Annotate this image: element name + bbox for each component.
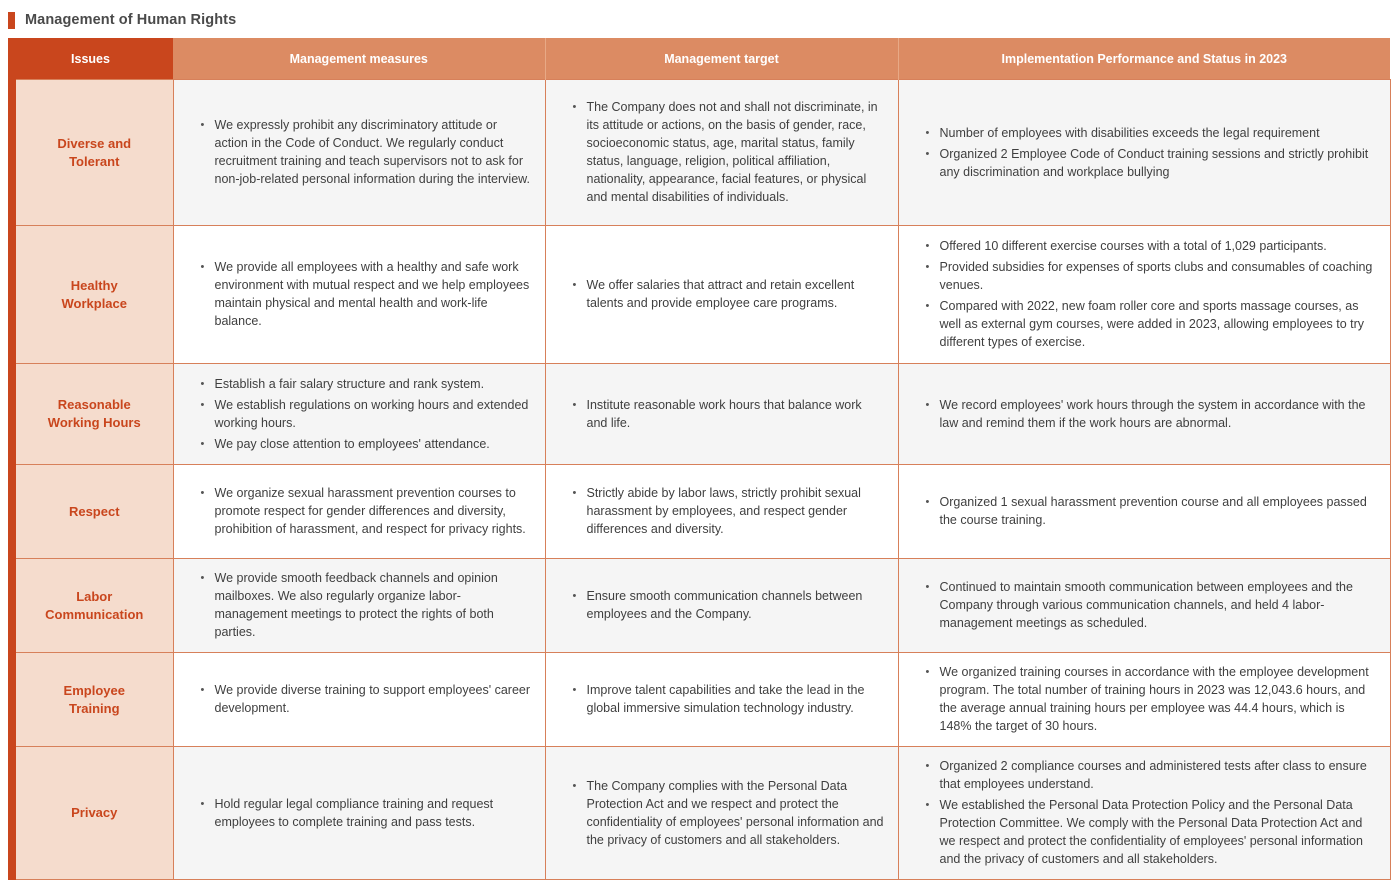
issue-label-line: Workplace <box>61 295 127 311</box>
issue-cell <box>8 559 173 653</box>
issue-cell <box>8 226 173 364</box>
bullet-item: • We pay close attention to employees' attendance. <box>215 435 533 453</box>
header-measures: Management measures <box>173 38 545 80</box>
bullet-list <box>899 578 1390 632</box>
bullet-list <box>899 237 1390 351</box>
table-row <box>8 747 1390 880</box>
bullet-item: • Number of employees with disabilities exceeds the legal requirement <box>940 124 1378 142</box>
issue-label-line: Healthy <box>70 277 118 293</box>
bullet-item: • Strictly abide by labor laws, strictly prohibit sexual harassment by employees, and respect gender differences and diversity. <box>587 484 886 538</box>
bullet-list <box>546 587 898 623</box>
measures-cell <box>173 226 545 364</box>
bullet-item: • Improve talent capabilities and take the lead in the global immersive simulation technology industry. <box>587 681 886 717</box>
performance-cell <box>898 80 1390 226</box>
issue-label-line: Respect <box>68 503 120 519</box>
target-cell <box>545 653 898 747</box>
issue-label-line: Tolerant <box>69 153 120 169</box>
performance-cell <box>898 364 1390 465</box>
bullet-item: • Organized 2 Employee Code of Conduct training sessions and strictly prohibit any discrimination and workplace bullying <box>940 145 1378 181</box>
bullet-item: • We provide diverse training to support employees' career development. <box>215 681 533 717</box>
bullet-item: • Establish a fair salary structure and rank system. <box>215 375 533 393</box>
issue-cell <box>8 80 173 226</box>
bullet-item: • We established the Personal Data Protection Policy and the Personal Data Protection Committee. We comply with the Personal Data Protection Act and we respect and protect the confidentiality of employees' personal information and the privacy of customers and all stakeholders. <box>940 796 1378 868</box>
bullet-item: • Institute reasonable work hours that balance work and life. <box>587 396 886 432</box>
measures-cell <box>173 747 545 880</box>
bullet-item: • We expressly prohibit any discriminatory attitude or action in the Code of Conduct. We regularly conduct recruitment training and teach supervisors not to ask for non-job-related personal information during the interview. <box>215 116 533 188</box>
issue-cell <box>8 364 173 465</box>
bullet-list <box>899 663 1390 735</box>
bullet-list <box>174 795 545 831</box>
bullet-list <box>174 375 545 453</box>
bullet-item: • Organized 1 sexual harassment prevention course and all employees passed the course training. <box>940 493 1378 529</box>
bullet-list <box>174 116 545 188</box>
target-cell <box>545 465 898 559</box>
bullet-item: • We organized training courses in accordance with the employee development program. The total number of training hours in 2023 was 12,043.6 hours, and the average annual training hours per employee was 44.4 hours, which is 148% the target of 30 hours. <box>940 663 1378 735</box>
measures-cell <box>173 559 545 653</box>
bullet-list <box>899 493 1390 529</box>
human-rights-table-container <box>8 38 1390 880</box>
bullet-list <box>174 484 545 538</box>
performance-cell <box>898 559 1390 653</box>
bullet-list <box>899 757 1390 868</box>
bullet-list <box>546 396 898 432</box>
bullet-list <box>546 484 898 538</box>
bullet-item: • Hold regular legal compliance training and request employees to complete training and pass tests. <box>215 795 533 831</box>
bullet-item: • We organize sexual harassment prevention courses to promote respect for gender differences and diversity, prohibition of harassment, and respect for privacy rights. <box>215 484 533 538</box>
bullet-item: • We provide all employees with a healthy and safe work environment with mutual respect and we help employees maintain physical and mental health and work-life balance. <box>215 258 533 330</box>
bullet-item: • The Company does not and shall not discriminate, in its attitude or actions, on the basis of gender, race, socioeconomic status, age, marital status, family status, language, religion, political affiliation, nationality, appearance, facial features, or physical and mental disabilities of individuals. <box>587 98 886 206</box>
bullet-item: • We provide smooth feedback channels and opinion mailboxes. We also regularly organize labor-management meetings to protect the rights of both parties. <box>215 569 533 641</box>
bullet-item: • Continued to maintain smooth communication between employees and the Company through various communication channels, and held 4 labor-management meetings as scheduled. <box>940 578 1378 632</box>
issue-label-line: Privacy <box>71 805 118 820</box>
target-cell <box>545 559 898 653</box>
table-body <box>8 80 1390 880</box>
header-performance: Implementation Performance and Status in 2023 <box>898 38 1390 80</box>
bullet-list <box>546 276 898 312</box>
bullet-list <box>546 777 898 849</box>
bullet-list <box>899 396 1390 432</box>
target-cell <box>545 80 898 226</box>
table-row <box>8 80 1390 226</box>
target-cell <box>545 226 898 364</box>
bullet-item: • We establish regulations on working hours and extended working hours. <box>215 396 533 432</box>
bullet-list <box>546 98 898 206</box>
table-row <box>8 226 1390 364</box>
title-marker-bar <box>8 12 15 29</box>
issue-label-line: Reasonable <box>57 397 131 412</box>
table-row <box>8 364 1390 465</box>
bullet-list <box>899 124 1390 181</box>
table-row <box>8 465 1390 559</box>
issue-label-line: Training <box>68 700 120 716</box>
header-row <box>8 38 1390 80</box>
page-title: Management of Human Rights <box>25 12 237 28</box>
bullet-item: • Compared with 2022, new foam roller core and sports massage courses, as well as external gym courses, were added in 2023, allowing employees to try different types of exercise. <box>940 297 1378 351</box>
issue-cell <box>8 747 173 880</box>
bullet-list <box>546 681 898 717</box>
issue-label-line: Employee <box>63 682 125 698</box>
issue-label-line: Labor <box>76 588 113 604</box>
table-row <box>8 559 1390 653</box>
table-row <box>8 653 1390 747</box>
header-target: Management target <box>545 38 898 80</box>
measures-cell <box>173 465 545 559</box>
bullet-item: • Provided subsidies for expenses of sports clubs and consumables of coaching venues. <box>940 258 1378 294</box>
performance-cell <box>898 653 1390 747</box>
section-title-bar <box>8 11 236 29</box>
performance-cell <box>898 226 1390 364</box>
performance-cell <box>898 465 1390 559</box>
measures-cell <box>173 653 545 747</box>
bullet-item: • We record employees' work hours through the system in accordance with the law and remind them if the work hours are abnormal. <box>940 396 1378 432</box>
performance-cell <box>898 747 1390 880</box>
bullet-list <box>174 258 545 330</box>
bullet-item: • Offered 10 different exercise courses with a total of 1,029 participants. <box>940 237 1378 255</box>
issue-label-line: Communication <box>45 606 144 622</box>
issue-cell <box>8 465 173 559</box>
issue-label-line: Diverse and <box>57 135 132 151</box>
bullet-item: • Organized 2 compliance courses and administered tests after class to ensure that employees understand. <box>940 757 1378 793</box>
bullet-item: • Ensure smooth communication channels between employees and the Company. <box>587 587 886 623</box>
left-accent-bar <box>8 38 16 880</box>
bullet-item: • The Company complies with the Personal Data Protection Act and we respect and protect the confidentiality of employees' personal information and the privacy of customers and all stakeholders. <box>587 777 886 849</box>
measures-cell <box>173 80 545 226</box>
bullet-list <box>174 681 545 717</box>
bullet-item: • We offer salaries that attract and retain excellent talents and provide employee care programs. <box>587 276 886 312</box>
human-rights-table <box>8 38 1391 880</box>
issue-label-line: Working Hours <box>47 415 141 430</box>
target-cell <box>545 747 898 880</box>
issue-cell <box>8 653 173 747</box>
header-issues: Issues <box>8 38 173 80</box>
measures-cell <box>173 364 545 465</box>
bullet-list <box>174 569 545 641</box>
target-cell <box>545 364 898 465</box>
